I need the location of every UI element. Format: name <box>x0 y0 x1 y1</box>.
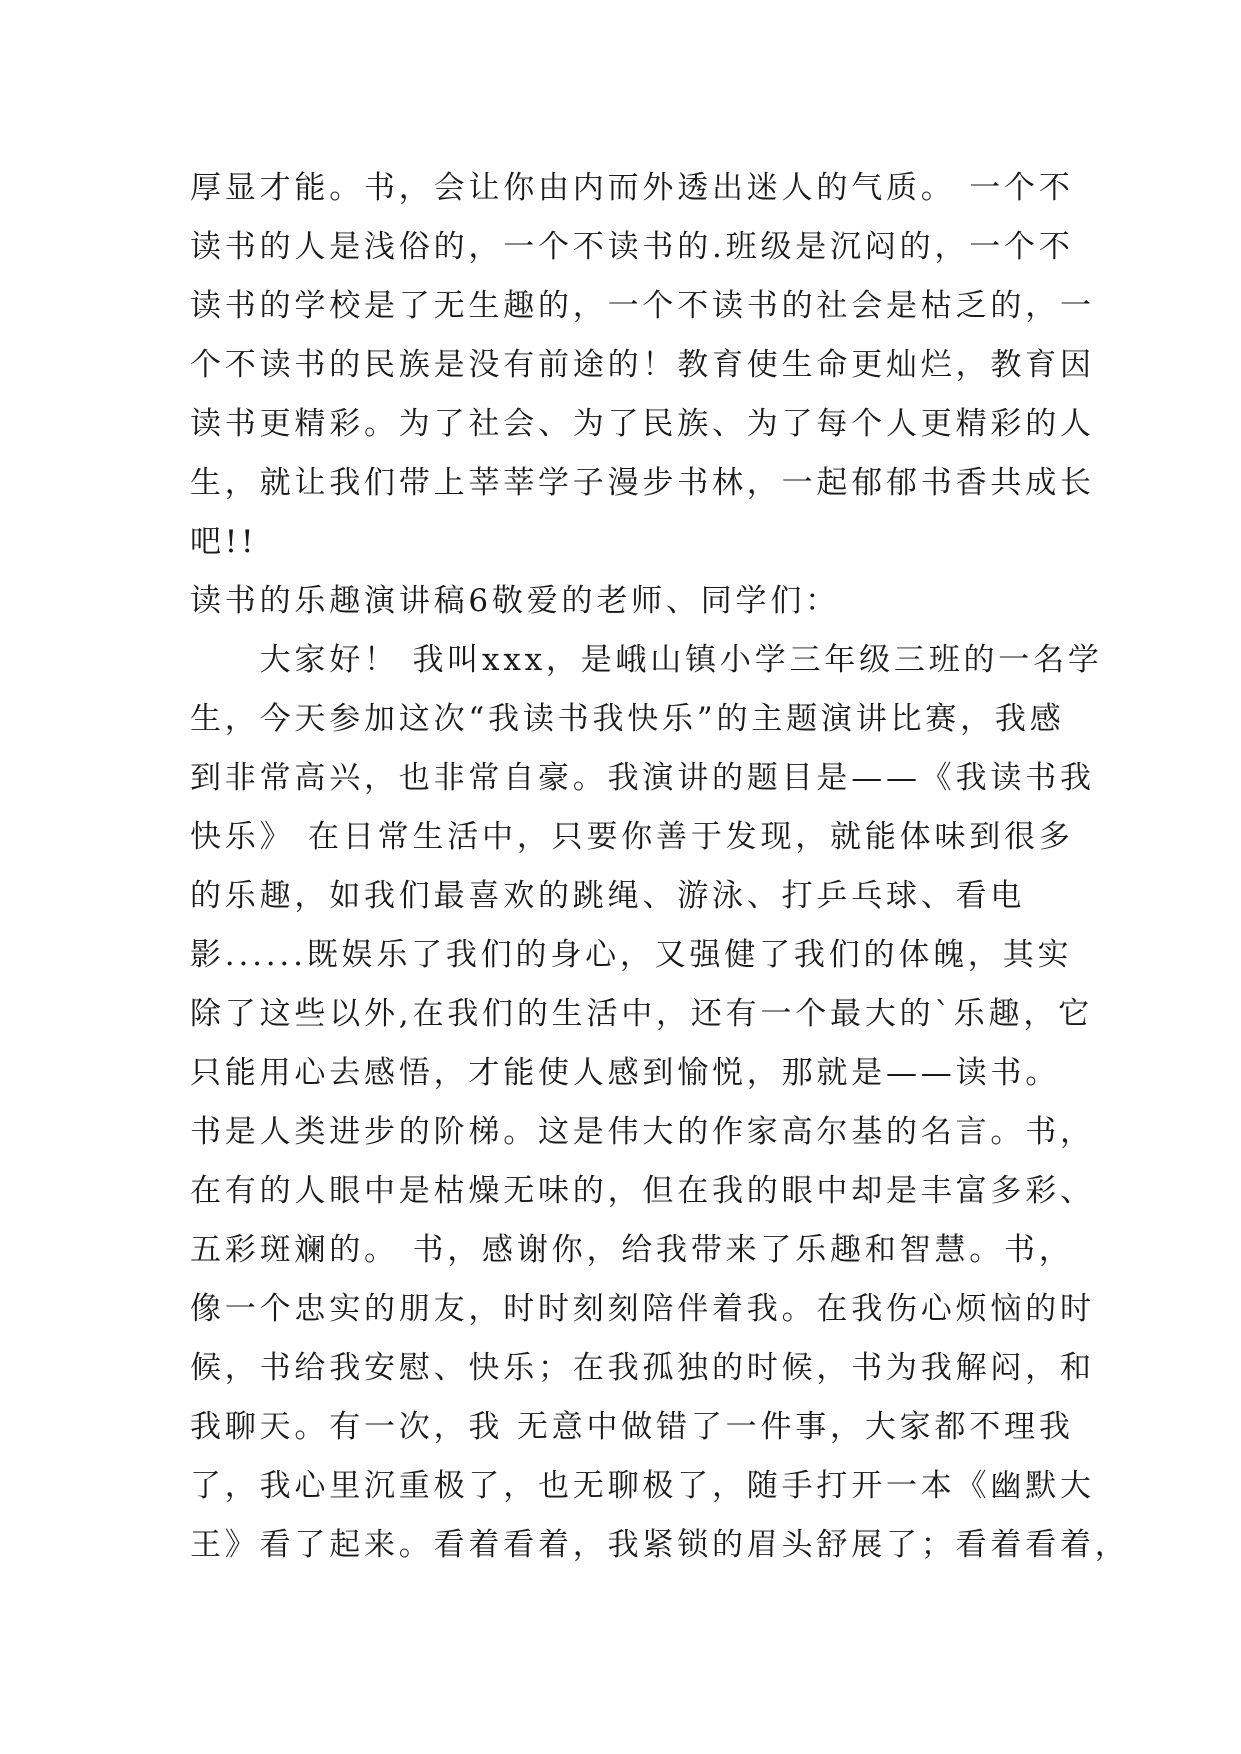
text-line: 影......既娱乐了我们的身心，又强健了我们的体魄，其实 <box>190 937 1073 973</box>
text-line: 除了这些以外,在我们的生活中，还有一个最大的`乐趣，它 <box>190 996 1093 1032</box>
text-line: 像一个忠实的朋友，时时刻刻陪伴着我。在我伤心烦恼的时 <box>190 1291 1095 1327</box>
text-line: 读书的学校是了无生趣的，一个不读书的社会是枯乏的，一 <box>190 288 1095 324</box>
text-line: 生，就让我们带上莘莘学子漫步书林，一起郁郁书香共成长 <box>190 465 1095 501</box>
text-line: 只能用心去感悟，才能使人感到愉悦，那就是——读书。 <box>190 1055 1060 1091</box>
text-line: 的乐趣，如我们最喜欢的跳绳、游泳、打乒乓球、看电 <box>190 878 1026 914</box>
text-line: 到非常高兴，也非常自豪。我演讲的题目是——《我读书我 <box>190 760 1095 796</box>
text-line: 读书更精彩。为了社会、为了民族、为了每个人更精彩的人 <box>190 406 1095 442</box>
text-line: 候，书给我安慰、快乐；在我孤独的时候，书为我解闷，和 <box>190 1350 1095 1386</box>
text-line: 厚显才能。书，会让你由内而外透出迷人的气质。 一个不 <box>190 170 1074 206</box>
text-line: 大家好！ 我叫xxx，是峨山镇小学三年级三班的一名学 <box>190 642 1103 678</box>
text-line: 王》看了起来。看着看着，我紧锁的眉头舒展了；看着看着， <box>190 1527 1130 1563</box>
text-line: 个不读书的民族是没有前途的！教育使生命更灿烂，教育因 <box>190 347 1095 383</box>
text-line: 读书的人是浅俗的，一个不读书的.班级是沉闷的，一个不 <box>190 229 1074 265</box>
text-line: 书是人类进步的阶梯。这是伟大的作家高尔基的名言。书， <box>190 1114 1095 1150</box>
text-line: 了，我心里沉重极了，也无聊极了，随手打开一本《幽默大 <box>190 1468 1095 1504</box>
text-line: 我聊天。有一次，我 无意中做错了一件事，大家都不理我 <box>190 1409 1074 1445</box>
text-line: 读书的乐趣演讲稿6敬爱的老师、同学们： <box>190 583 840 619</box>
text-line: 快乐》 在日常生活中，只要你善于发现，就能体味到很多 <box>190 819 1074 855</box>
text-line: 五彩斑斓的。 书，感谢你，给我带来了乐趣和智慧。书， <box>190 1232 1074 1268</box>
text-line: 生，今天参加这次“我读书我快乐”的主题演讲比赛，我感 <box>190 701 1065 737</box>
text-line: 吧!! <box>190 524 258 560</box>
text-line: 在有的人眼中是枯燥无味的，但在我的眼中却是丰富多彩、 <box>190 1173 1095 1209</box>
